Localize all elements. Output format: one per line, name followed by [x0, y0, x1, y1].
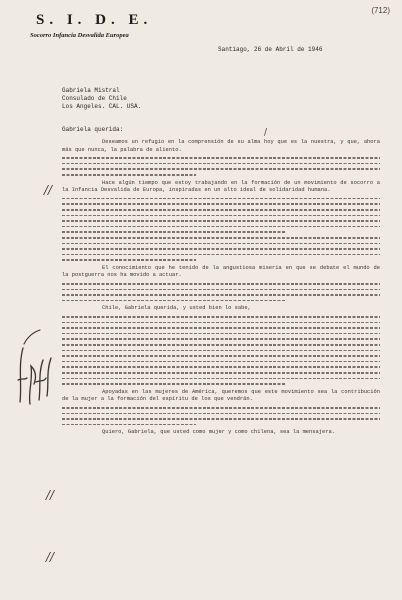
body-paragraph-6: Quiero, Gabriela, que usted como mujer y como chilena, sea la mensajera. [102, 429, 335, 436]
body-paragraph-4: Chile, Gabriela querida, y usted bien lo sabe, [102, 305, 251, 312]
recipient-city: Los Angeles. CAL. USA. [62, 103, 142, 110]
organization-subtitle: Socorro Infancia Desvalida Europea [30, 32, 129, 39]
body-paragraph-2: Hace algún tiempo que estoy trabajando en la formación de un movimiento de socorro a la Infancia Desvalida de Europa, inspiradas en un alto ideal de solidaridad humana. [62, 179, 380, 194]
reference-number: (712) [371, 6, 390, 15]
margin-mark: // [46, 550, 55, 564]
body-paragraph-1: Deseamos un refugio en la comprensión de su alma hoy que es la nuestra, y que, ahora más que nunca, la palabra de aliento. [62, 139, 380, 153]
recipient-address [62, 87, 141, 111]
recipient-name: Gabriela Mistral [62, 87, 120, 94]
margin-mark: // [46, 488, 55, 502]
salutation: Gabriela querida: [62, 126, 124, 133]
organization-name: S. I. D. E. [36, 12, 153, 28]
body-paragraph-3: El conocimiento que he tenido de la angustiosa miseria en que se debate el mundo de la postguerra nos ha movido a actuar. [62, 264, 380, 279]
handwritten-slash-mark: / [264, 128, 268, 138]
letter-body [62, 139, 380, 577]
recipient-office: Consulado de Chile [62, 95, 127, 102]
handwriting-scribble-icon [14, 322, 54, 408]
body-paragraph-5: Apoyadas en las mujeres de América, queremos que este movimiento sea la contribución de la mujer a la formación del espíritu de los que vendrán. [62, 388, 380, 403]
margin-mark: // [44, 183, 53, 197]
handwritten-note [14, 322, 54, 408]
date-line: Santiago, 26 de Abril de 1946 [218, 46, 323, 53]
